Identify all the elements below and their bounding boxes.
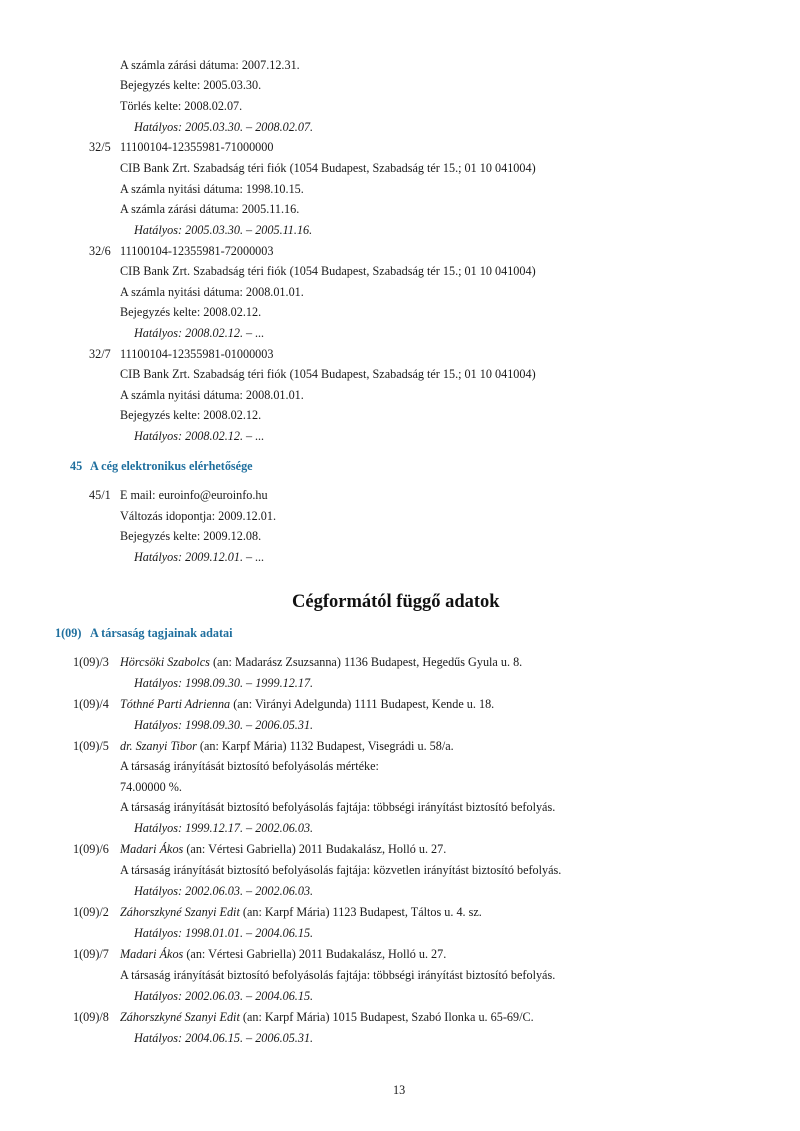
validity-line: Hatályos: 2008.02.12. – ...	[134, 326, 265, 340]
validity-line: Hatályos: 2005.03.30. – 2005.11.16.	[134, 223, 313, 237]
entry-number: 45/1	[89, 488, 111, 502]
section-number: 45	[70, 459, 83, 473]
text-line: A számla nyitási dátuma: 2008.01.01.	[120, 285, 304, 299]
member-details: (an: Madarász Zsuzsanna) 1136 Budapest, Hegedűs Gyula u. 8.	[209, 655, 523, 669]
text-line: Bejegyzés kelte: 2005.03.30.	[120, 78, 262, 92]
member-name: Madari Ákos	[120, 947, 184, 961]
text-line: Bejegyzés kelte: 2008.02.12.	[120, 305, 262, 319]
member-details: (an: Karpf Mária) 1132 Budapest, Visegrádi u. 58/a.	[196, 739, 454, 753]
text-line: A számla zárási dátuma: 2005.11.16.	[120, 202, 300, 216]
account-number: 11100104-12355981-72000003	[120, 244, 274, 258]
account-number: 11100104-12355981-71000000	[120, 140, 274, 154]
validity-line: Hatályos: 1998.09.30. – 1999.12.17.	[134, 676, 314, 690]
text-line: CIB Bank Zrt. Szabadság téri fiók (1054 Budapest, Szabadság tér 15.; 01 10 041004)	[120, 264, 536, 278]
validity-line: Hatályos: 1998.09.30. – 2006.05.31.	[134, 718, 314, 732]
validity-line: Hatályos: 2009.12.01. – ...	[134, 550, 265, 564]
email-line: E mail: euroinfo@euroinfo.hu	[120, 488, 268, 502]
text-line: A társaság irányítását biztosító befolyásolás fajtája: közvetlen irányítást biztosító befolyás.	[120, 863, 562, 877]
text-line: A számla zárási dátuma: 2007.12.31.	[120, 58, 300, 72]
text-line: A társaság irányítását biztosító befolyásolás fajtája: többségi irányítást biztosító befolyás.	[120, 968, 556, 982]
text-line: CIB Bank Zrt. Szabadság téri fiók (1054 Budapest, Szabadság tér 15.; 01 10 041004)	[120, 161, 536, 175]
validity-line: Hatályos: 2002.06.03. – 2002.06.03.	[134, 884, 314, 898]
member-line	[120, 905, 482, 919]
member-line	[120, 842, 446, 856]
text-line: A társaság irányítását biztosító befolyásolás fajtája: többségi irányítást biztosító befolyás.	[120, 800, 556, 814]
member-number: 1(09)/8	[73, 1010, 109, 1024]
section-title: A cég elektronikus elérhetősége	[90, 459, 253, 473]
member-line	[120, 947, 446, 961]
member-name: Hörcsöki Szabolcs	[120, 655, 210, 669]
member-number: 1(09)/6	[73, 842, 109, 856]
account-number: 11100104-12355981-01000003	[120, 347, 274, 361]
validity-line: Hatályos: 1998.01.01. – 2004.06.15.	[134, 926, 314, 940]
member-details: (an: Karpf Mária) 1015 Budapest, Szabó Ilonka u. 65-69/C.	[239, 1010, 534, 1024]
text-line: 74.00000 %.	[120, 780, 182, 794]
validity-line: Hatályos: 2002.06.03. – 2004.06.15.	[134, 989, 314, 1003]
member-number: 1(09)/3	[73, 655, 109, 669]
text-line: A számla nyitási dátuma: 2008.01.01.	[120, 388, 304, 402]
page-number: 13	[393, 1083, 406, 1097]
member-number: 1(09)/5	[73, 739, 109, 753]
page-heading: Cégformától függő adatok	[292, 592, 500, 612]
entry-number: 32/5	[89, 140, 111, 154]
entry-number: 32/7	[89, 347, 111, 361]
member-line	[120, 655, 522, 669]
member-details: (an: Vértesi Gabriella) 2011 Budakalász, Holló u. 27.	[183, 842, 447, 856]
member-line	[120, 697, 494, 711]
member-number: 1(09)/4	[73, 697, 109, 711]
validity-line: Hatályos: 1999.12.17. – 2002.06.03.	[134, 821, 314, 835]
member-name: dr. Szanyi Tibor	[120, 739, 197, 753]
section-title: A társaság tagjainak adatai	[90, 626, 233, 640]
member-name: Tóthné Parti Adrienna	[120, 697, 231, 711]
member-line	[120, 739, 454, 753]
member-details: (an: Virányi Adelgunda) 1111 Budapest, Kende u. 18.	[230, 697, 495, 711]
text-line: Változás idopontja: 2009.12.01.	[120, 509, 277, 523]
validity-line: Hatályos: 2004.06.15. – 2006.05.31.	[134, 1031, 314, 1045]
text-line: A számla nyitási dátuma: 1998.10.15.	[120, 182, 304, 196]
member-name: Záhorszkyné Szanyi Edit	[120, 905, 240, 919]
text-line: Bejegyzés kelte: 2009.12.08.	[120, 529, 262, 543]
member-number: 1(09)/7	[73, 947, 109, 961]
validity-line: Hatályos: 2008.02.12. – ...	[134, 429, 265, 443]
text-line: CIB Bank Zrt. Szabadság téri fiók (1054 Budapest, Szabadság tér 15.; 01 10 041004)	[120, 367, 536, 381]
text-line: Törlés kelte: 2008.02.07.	[120, 99, 243, 113]
member-name: Madari Ákos	[120, 842, 184, 856]
member-details: (an: Vértesi Gabriella) 2011 Budakalász, Holló u. 27.	[183, 947, 447, 961]
entry-number: 32/6	[89, 244, 111, 258]
text-line: A társaság irányítását biztosító befolyásolás mértéke:	[120, 759, 379, 773]
validity-line: Hatályos: 2005.03.30. – 2008.02.07.	[134, 120, 314, 134]
member-number: 1(09)/2	[73, 905, 109, 919]
member-line	[120, 1010, 534, 1024]
member-name: Záhorszkyné Szanyi Edit	[120, 1010, 240, 1024]
section-number: 1(09)	[55, 626, 82, 640]
member-details: (an: Karpf Mária) 1123 Budapest, Táltos u. 4. sz.	[239, 905, 482, 919]
text-line: Bejegyzés kelte: 2008.02.12.	[120, 408, 262, 422]
